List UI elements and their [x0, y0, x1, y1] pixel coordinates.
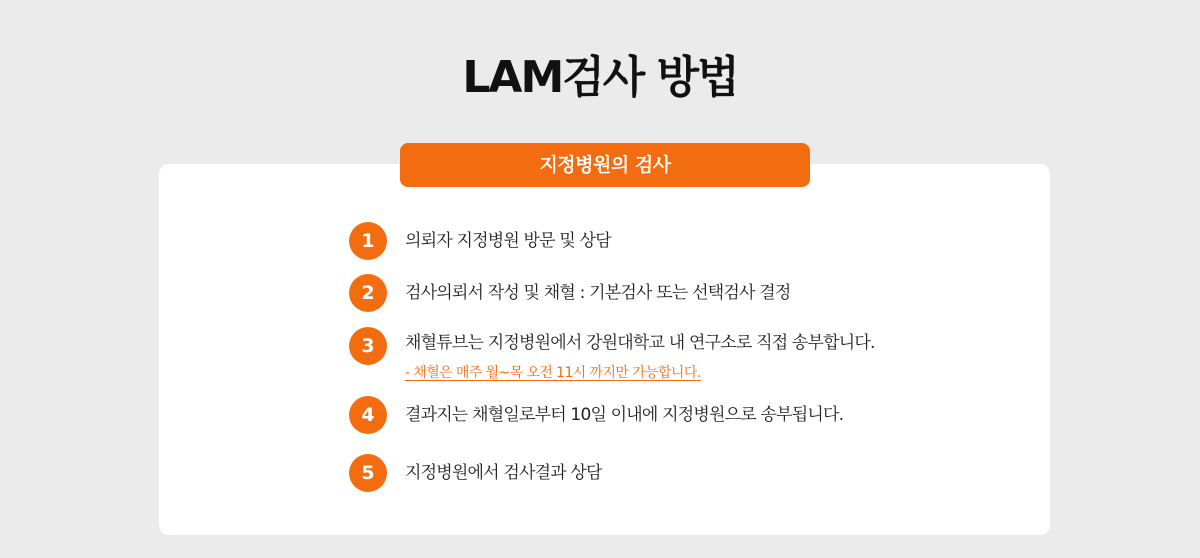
step-text: 지정병원에서 검사결과 상담	[405, 463, 602, 483]
step-item	[349, 222, 1049, 262]
step-text: 채혈튜브는 지정병원에서 강원대학교 내 연구소로 직접 송부합니다.	[405, 333, 875, 353]
step-number-badge: 5	[349, 454, 387, 492]
step-item	[349, 396, 1049, 436]
step-number-badge: 4	[349, 396, 387, 434]
step-item	[349, 454, 1049, 494]
step-number-badge: 2	[349, 274, 387, 312]
step-text: 결과지는 채혈일로부터 10일 이내에 지정병원으로 송부됩니다.	[405, 405, 844, 425]
step-item	[349, 327, 1049, 383]
step-text: 의뢰자 지정병원 방문 및 상담	[405, 231, 611, 251]
step-number-badge: 3	[349, 327, 387, 365]
page-title: LAM검사 방법	[462, 52, 738, 103]
step-note: - 채혈은 매주 월~목 오전 11시 까지만 가능합니다.	[405, 365, 701, 381]
section-tab: 지정병원의 검사	[400, 143, 810, 187]
step-item	[349, 274, 1049, 314]
step-number-badge: 1	[349, 222, 387, 260]
step-text: 검사의뢰서 작성 및 채혈 : 기본검사 또는 선택검사 결정	[405, 283, 791, 303]
